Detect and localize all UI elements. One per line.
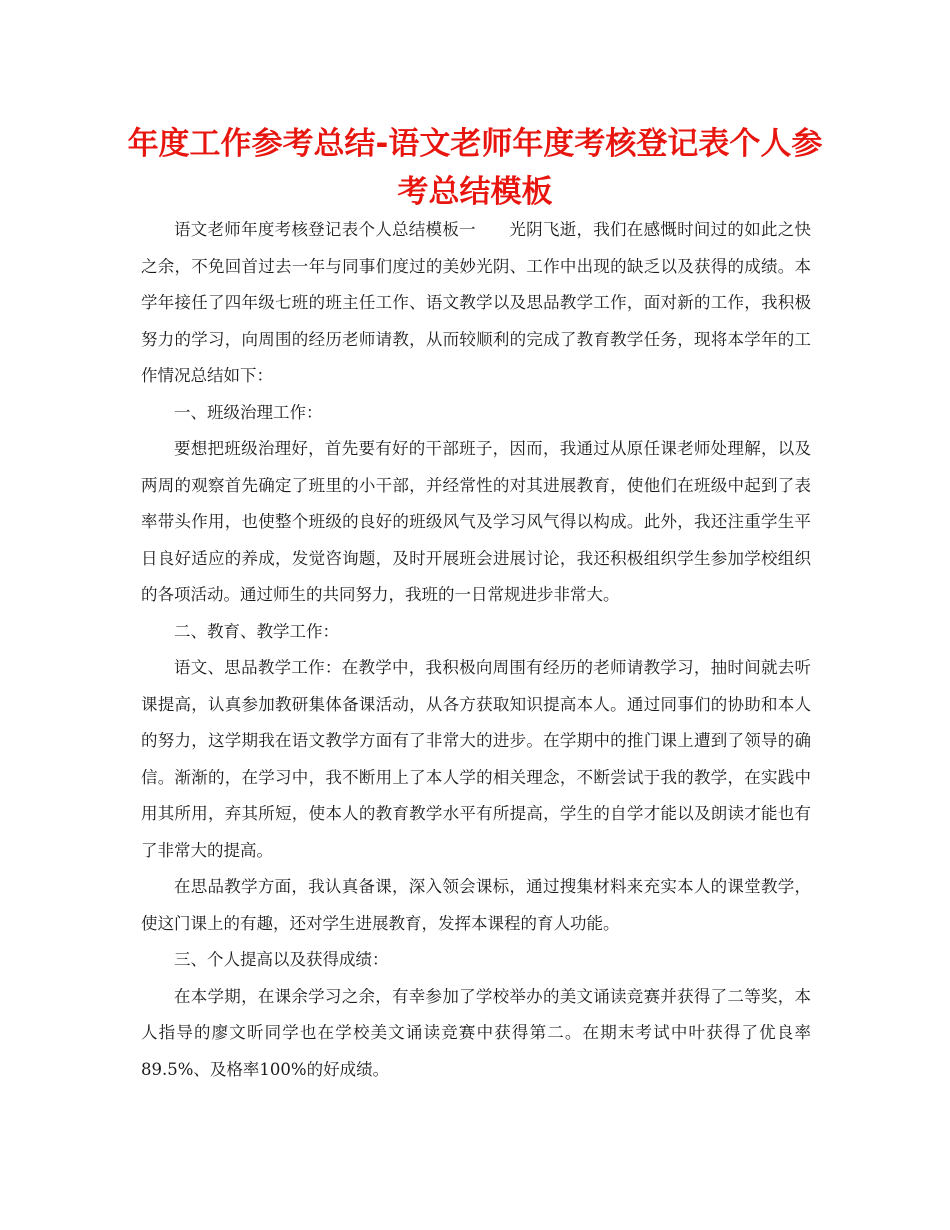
- document-body: [141, 212, 811, 1088]
- paragraph-teaching-ethics: 在思品教学方面，我认真备课，深入领会课标，通过搜集材料来充实本人的课堂教学，使这门课上的有趣，还对学生进展教育，发挥本课程的育人功能。: [141, 877, 811, 933]
- document-title: 年度工作参考总结-语文老师年度考核登记表个人参考总结模板: [127, 126, 823, 210]
- section-heading-achievements: 三、个人提高以及获得成绩：: [174, 950, 389, 969]
- paragraph-achievements: 在本学期，在课余学习之余，有幸参加了学校举办的美文诵读竞赛并获得了二等奖，本人指导的廖文昕同学也在学校美文诵读竞赛中获得第二。在期末考试中叶获得了优良率89.5%、及格率100%的好成绩。: [141, 986, 811, 1079]
- paragraph-intro: 语文老师年度考核登记表个人总结模板一 光阴飞逝，我们在感慨时间过的如此之快之余，不免回首过去一年与同事们度过的美妙光阴、工作中出现的缺乏以及获得的成绩。本学年接任了四年级七班的班主任工作、语文教学以及思品教学工作，面对新的工作，我积极努力的学习，向周围的经历老师请教，从而较顺利的完成了教育教学任务，现将本学年的工作情况总结如下：: [141, 220, 811, 385]
- paragraph-class-management: 要想把班级治理好，首先要有好的干部班子，因而，我通过从原任课老师处理解，以及两周的观察首先确定了班里的小干部，并经常性的对其进展教育，使他们在班级中起到了表率带头作用，也使整个班级的良好的班级风气及学习风气得以构成。此外，我还注重学生平日良好适应的养成，发觉咨询题，及时开展班会进展讨论，我还积极组织学生参加学校组织的各项活动。通过师生的共同努力，我班的一日常规进步非常大。: [141, 439, 811, 604]
- paragraph-teaching-chinese: 语文、思品教学工作：在教学中，我积极向周围有经历的老师请教学习，抽时间就去听课提高，认真参加教研集体备课活动，从各方获取知识提高本人。通过同事们的协助和本人的努力，这学期我在语文教学方面有了非常大的进步。在学期中的推门课上遭到了领导的确信。渐渐的，在学习中，我不断用上了本人学的相关理念，不断尝试于我的教学，在实践中用其所用，弃其所短，使本人的教育教学水平有所提高，学生的自学才能以及朗读才能也有了非常大的提高。: [141, 658, 811, 860]
- section-heading-teaching: 二、教育、教学工作：: [174, 621, 339, 641]
- section-heading-class-management: 一、班级治理工作：: [174, 402, 323, 422]
